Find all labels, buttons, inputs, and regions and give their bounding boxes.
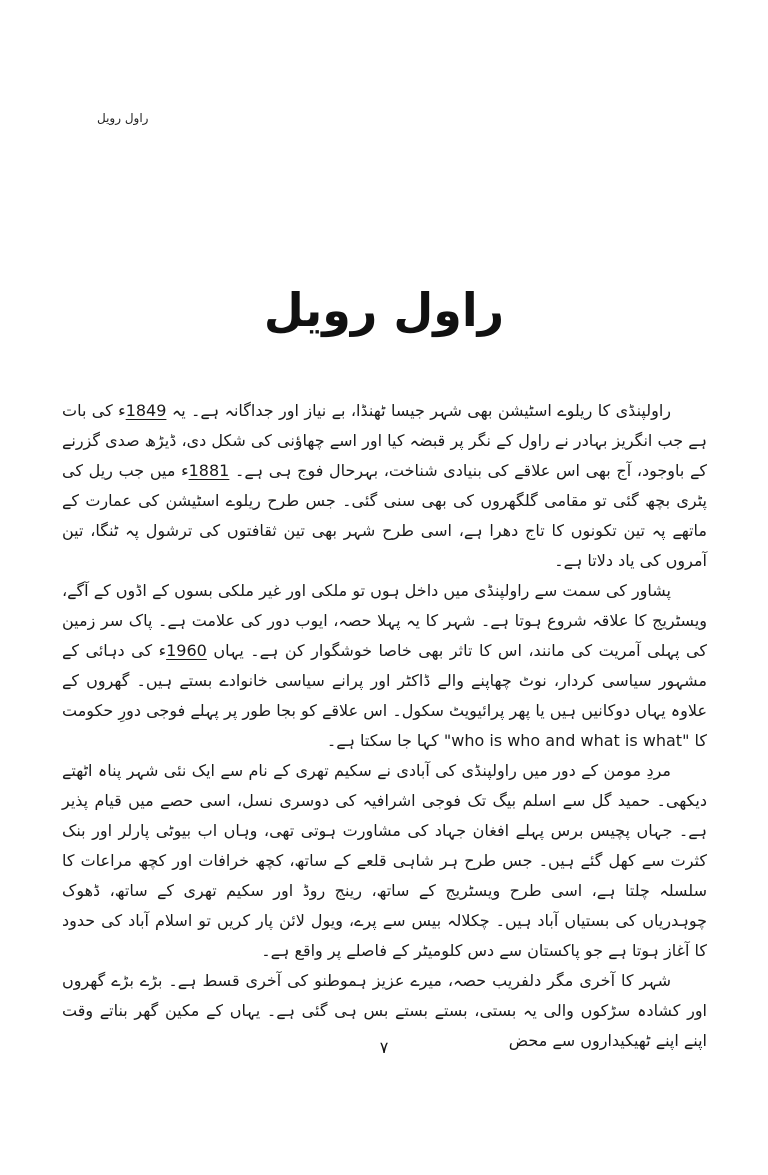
chapter-title: راول رویل [263, 283, 505, 337]
paragraph: پشاور کی سمت سے راولپنڈی میں داخل ہوں تو ملکی اور غیر ملکی بسوں کے اڈوں کے آگے، ویسٹریج کا علاقہ شروع ہوتا ہے۔ شہر کا یہ پہلا حصہ، ایوب دور کی علامت ہے۔ پاک سر زمین کی پہلی آمریت کی مانند، اس کا تاثر بھی خاصا خوشگوار کن ہے۔ یہاں 1960ء کی دہائی کے مشہور سیاسی کردار، نوٹ چھاپنے والے ڈاکٹر اور پرانے سیاسی خانوادے بستے ہیں۔ گھروں کے علاوہ یہاں دوکانیں ہیں یا پھر پرائیویٹ سکول۔ اس علاقے کو بجا طور پر پہلے فوجی دورِ حکومت کا "who is who and what is what" کہا جا سکتا ہے۔ [62, 581, 708, 750]
paragraph: شہر کا آخری مگر دلفریب حصہ، میرے عزیز ہموطنو کی آخری قسط ہے۔ بڑے بڑے گھروں اور کشادہ سڑکوں والی یہ بستی، بستے بستے بس ہی گئی ہے۔ یہاں کے مکین گھر بناتے وقت اپنے اپنے ٹھیکیداروں سے محض [62, 971, 707, 1050]
body-text [62, 396, 707, 1056]
paragraph: مردِ مومن کے دور میں راولپنڈی کی آبادی نے سکیم تھری کے نام سے ایک نئی شہر پناہ اٹھتے دیکھی۔ حمید گل سے اسلم بیگ تک فوجی اشرافیہ کی دوسری نسل، اسی حصے میں قیام پذیر ہے۔ جہاں پچیس برس پہلے افغان جہاد کی مشاورت ہوتی تھی، وہاں اب بیوٹی پارلر اور بنک کثرت سے کھل گئے ہیں۔ جس طرح ہر شاہی قلعے کے ساتھ، کچھ خرافات اور کچھ مراعات کا سلسلہ چلتا ہے، اسی طرح ویسٹریج کے ساتھ، رینج روڈ اور سکیم تھری کے ساتھ، ڈھوک چوہدریاں کی بستیاں آباد ہیں۔ چکلالہ بیس سے پرے، ویول لائن پار کریں تو اسلام آباد کی حدود کا آغاز ہوتا ہے جو پاکستان سے دس کلومیٹر کے فاصلے پر واقع ہے۔ [62, 761, 707, 960]
running-header: راول رویل [97, 111, 149, 125]
page-number: ۷ [379, 1038, 389, 1057]
paragraph: راولپنڈی کا ریلوے اسٹیشن بھی شہر جیسا ٹھنڈا، بے نیاز اور جداگانہ ہے۔ یہ 1849ء کی بات ہے جب انگریز بہادر نے راول کے نگر پر قبضہ کیا اور اسے چھاؤنی کی شکل دی، ڈیڑھ صدی گزرنے کے باوجود، آج بھی اس علاقے کی بنیادی شناخت، بہرحال فوج ہی ہے۔ 1881ء میں جب ریل کی پٹری بچھ گئی تو مقامی گلگھروں کی بھی سنی گئی۔ جس طرح ریلوے اسٹیشن کی عمارت کے ماتھے پہ تین تکونوں کا تاج دھرا ہے، اسی طرح شہر بھی تین ثقافتوں کی ترشول پہ ٹنگا، تین آمروں کی یاد دلاتا ہے۔ [62, 401, 707, 570]
